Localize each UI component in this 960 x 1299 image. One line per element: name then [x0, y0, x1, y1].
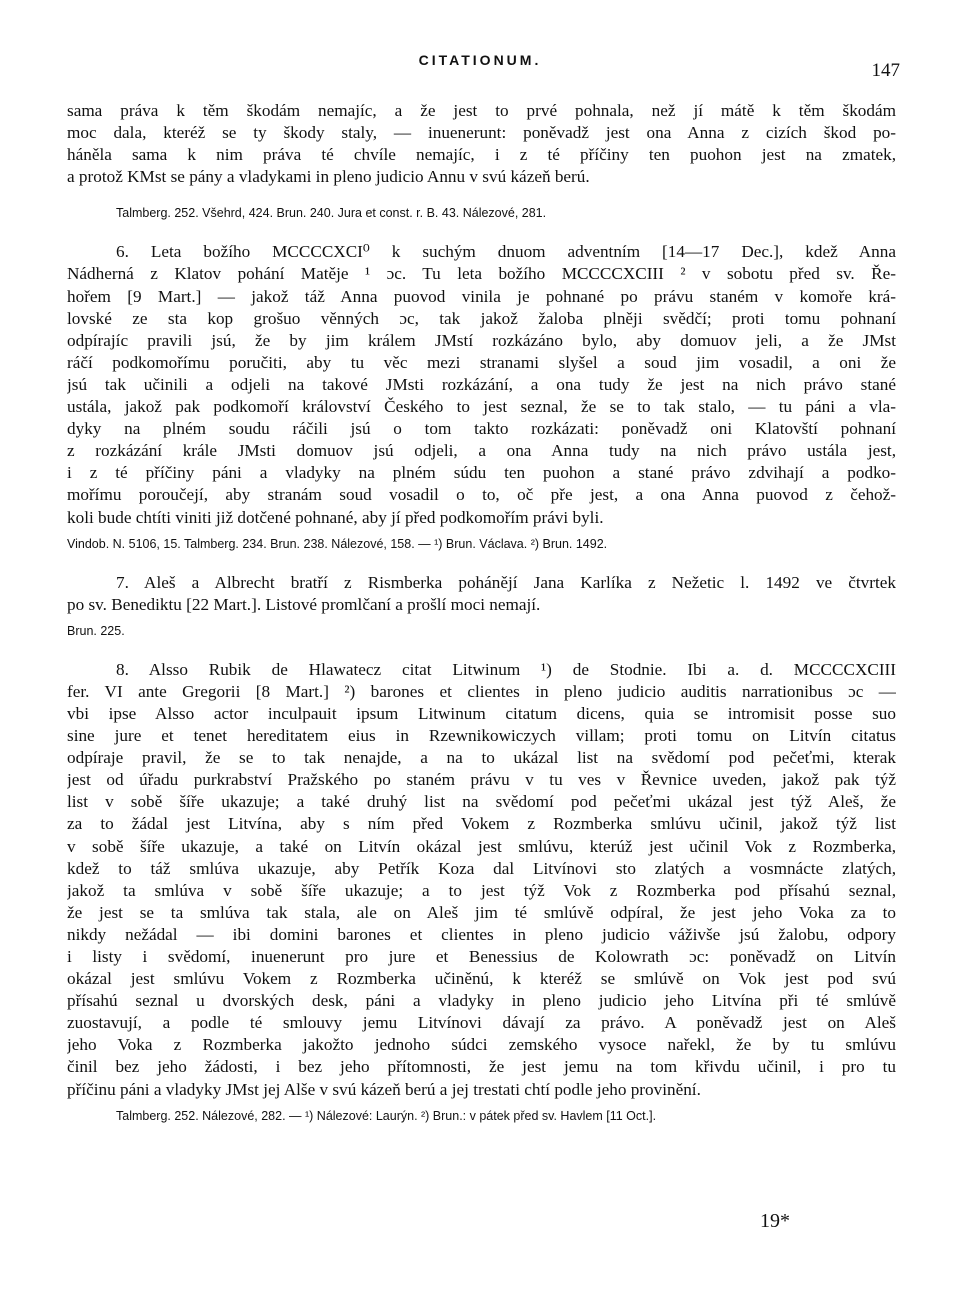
entry-6: [67, 241, 896, 553]
entry-heading-line: 6. Leta božího MCCCCXCI⁰ k suchým dnuom adventním [14—17 Dec.], kdež Anna: [116, 242, 896, 262]
text-line: vbi ipse Alsso actor inculpauit ipsum Litwinum citatum dicens, quia se intromisit posse suo: [67, 703, 896, 723]
paragraph-continuation: [67, 100, 896, 223]
entry-7: [67, 572, 896, 641]
text-line: přísahú seznal u dvorských desk, páni a vladyky in pleno judicio jeho Litvína při té smlúvě: [67, 991, 896, 1011]
text-line: i listy i svědomí, inuenerunt pro jure et Benessius de Kolowrath ɔc: poněvadž on Litvín: [67, 947, 896, 966]
text-line: Nádherná z Klatov pohání Matěje ¹ ɔc. Tu leta božího MCCCCXCIII ² v sobotu před sv. Ře-: [67, 264, 896, 284]
page-body: [67, 100, 896, 1126]
text-line: z rozkázání krále JMsti domuov jsú odjeli, a ona Anna tudy na nich právo ustála jest,: [67, 441, 896, 461]
text-line: odpírajíc pravili jsú, že by jim králem JMstí rozkázáno bylo, aby domuov jeli, a že JMst: [67, 330, 896, 350]
text-line: jakož ta smlúva v sobě šíře ukazuje; a to jest týž Vok z Rozmberka pod přísahú seznal,: [67, 880, 896, 900]
text-line: lovské ze sta kop grošuo věnných ɔc, tak jakož žaloba plněji svědčí; proti tomu pohnaní: [67, 308, 896, 328]
text-line: kdež to táž smlúva ukazuje, aby Petřík Koza dal Litvínovi sto zlatých a vosmnácte zlatých,: [67, 858, 896, 878]
text-line: a protož KMst se pány a vladykami in pleno judicio Annu v svú kázeň berú.: [67, 167, 590, 187]
text-line: hořem [9 Mart.] — jakož táž Anna puovod vinila je pohnané po právu staném v komoře krá-: [67, 286, 896, 306]
text-line: mořímu poroučejí, aby stranám soud vosadil o to, oč pře jest, a ona Anna puovod z čehož-: [67, 485, 896, 505]
text-line: okázal jest smlúvu Vokem z Rozmberka učiněnú, k kteréž se smlúvě on Vok jest pod svú: [67, 969, 896, 989]
text-line: jeho Voka z Rozmberka jakožto jednoho súdci zemského vysoce nařekl, že by tu smlúvu: [67, 1035, 896, 1055]
entry-8: [67, 659, 896, 1126]
text-line: jsú tak učinili a odjeli na takové JMsti rozkázání, a ona tudy že jest na nich právo stané: [67, 374, 896, 394]
source-references: Talmberg. 252. Nálezové, 282. — ¹) Nálezové: Laurýn. ²) Brun.: v pátek před sv. Havlem [11 Oct.].: [116, 1108, 657, 1123]
text-line: v sobě šíře ukazuje, a také on Litvín okázal jest smlúvu, kterúž jest učinil Vok z Rozmberka,: [67, 836, 896, 856]
entry-heading-line: 7. Aleš a Albrecht bratří z Rismberka pohánějí Jana Karlíka z Nežetic l. 1492 ve čtvrtek: [116, 572, 896, 592]
text-line: sama práva k těm škodám nemajíc, a že jest to prvé pohnala, než jí mátě k těm škodám: [67, 101, 896, 120]
source-references: Talmberg. 252. Všehrd, 424. Brun. 240. Jura et const. r. B. 43. Nálezové, 281.: [116, 206, 547, 221]
text-line: že jest se ta smlúva tak stala, ale on Aleš jim té smlúvě odpíral, že jest jeho Voka za to: [67, 902, 896, 922]
text-line: sine jure et tenet hereditatem eius in Rzewnikowiczych villam; proti tomu on Litvín citatus: [67, 726, 896, 746]
signature-mark: 19*: [760, 1210, 790, 1232]
page-number: 147: [871, 60, 900, 81]
text-line: fer. VI ante Gregorii [8 Mart.] ²) barones et clientes in pleno judicio auditis narrationibus ɔc —: [67, 681, 896, 701]
text-line: ráčí podkomořímu poručiti, aby tu věc mezi stranami slyšel a soud jim vosadil, a oni že: [67, 352, 896, 372]
text-line: zuostavují, a podle té smlouvy jemu Litvínovi dávají za právo. A poněvadž jest on Aleš: [67, 1013, 896, 1033]
text-line: list v sobě šíře ukazuje; a také druhý list na svědomí pod pečeťmi ukázal jest týž Aleš, že: [67, 792, 896, 812]
text-line: moc dala, kteréž se ty škody staly, — inuenerunt: poněvadž jest ona Anna z cizích škod po-: [67, 123, 896, 143]
entry-heading-line: 8. Alsso Rubik de Hlawatecz citat Litwinum ¹) de Stodnie. Ibi a. d. MCCCCXCIII: [116, 659, 896, 679]
text-line: ustála, jakož pak podkomoří království Českého to jest seznal, že se to tak stalo, — tu páni a vla-: [67, 397, 896, 417]
text-line: dyky na plném soudu ráčili jsú o tom takto rozkázati: poněvadž oni Klatovští pohnaní: [67, 419, 896, 439]
text-line: příčinu páni a vladyky JMst jej Alše v svú kázeň berú a jej trestati chtí podle jeho provinění.: [67, 1079, 701, 1099]
text-line: po sv. Benediktu [22 Mart.]. Listové promlčaní a prošlí moci nemají.: [67, 594, 541, 614]
text-line: činil bez jeho žádosti, i bez jeho přítomnosti, že jest jemu na tom křivdu učinil, i pro tu: [67, 1057, 896, 1077]
text-line: odpíraje pravil, že se to tak nenajde, a na to ukázal list na svědomí pod pečeťmi, kterak: [67, 748, 896, 768]
text-line: za to žádal jest Litvína, aby s ním před Vokem z Rozmberka smlúvu učinil, jakož týž list: [67, 814, 896, 834]
text-line: nikdy nežádal — ibi domini barones et clientes in pleno judicio váživše jsú žalobu, odpory: [67, 924, 896, 944]
source-references: Vindob. N. 5106, 15. Talmberg. 234. Brun. 238. Nálezové, 158. — ¹) Brun. Václava. ²) Brun. 1492.: [67, 536, 608, 551]
text-line: i z té příčiny páni a vladyky na plném súdu ten puohon a stané právo zdvihají a podko-: [67, 463, 896, 483]
source-references: Brun. 225.: [67, 623, 125, 638]
text-line: háněla sama k nim práva té chvíle nemajíc, i z té příčiny ten puohon jest na zmatek,: [67, 145, 896, 165]
text-line: koli bude chtíti viniti již dotčené pohnané, aby jí před podkomořím právi byli.: [67, 507, 604, 527]
text-line: jest od úřadu purkrabství Pražského po staném právu v tu ves v Řevnice uveden, jakož pak týž: [67, 770, 896, 790]
running-head: CITATIONUM.: [418, 52, 542, 68]
